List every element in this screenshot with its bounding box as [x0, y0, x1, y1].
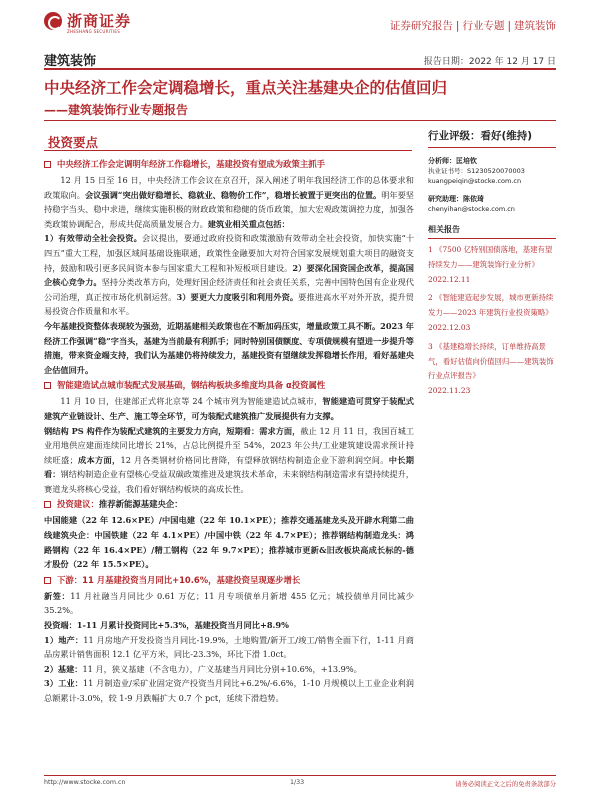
footer-url[interactable]: http://www.stocke.com.cn: [44, 779, 126, 786]
analyst-info: 分析师：匡培钦 执业证书号：S1230520070003 kuangpeiqin@stocke.com.cn 研究助理：陈依琦 chenyihan@stocke.com.cn: [428, 156, 556, 214]
logo-icon: [44, 12, 62, 30]
paragraph: 投资端：1-11 月累计投资同比+5.3%，基建投资当月同比+8.9%: [44, 620, 289, 631]
paragraph: 1）有效带动全社会投资。会议提出，要通过政府投资和政策激励有效带动全社会投资，加快实施“十四五”重大工程，加强区域间基础设施联通，政策性金融要加大对符合国家发展规划重大项目的融资支持，鼓励和吸引更多民间资本参与国家重大工程和补短板项目建设。2）要深化国资国企改革，提高国企核心竞争力。坚持分类改革方向，处理好国企经济责任和社会责任关系，完善中国特色国有企业现代公司治理，真正按市场化机制运营。3）要更大力度吸引和利用外资。要推进高水平对外开放，提升贸易投资合作质量和水平。: [44, 233, 415, 317]
page-number: 1/33: [290, 779, 305, 786]
related-report-item[interactable]: 1 《7500 亿特别国债落地，基建有望持续发力——建筑装饰行业分析》 2022.12.11: [428, 245, 553, 284]
report-date: 报告日期：2022 年 12 月 17 日: [423, 57, 556, 67]
bullet-heading: 下游：11 月基建投资当月同比+10.6%，基建投资呈现逐步增长: [44, 573, 414, 588]
breadcrumb: 证券研究报告 | 行业专题 | 建筑装饰: [389, 20, 556, 32]
sidebar: [428, 128, 556, 403]
sector-row: [44, 48, 556, 70]
page-header: [0, 0, 600, 46]
breadcrumb-item: 建筑装饰: [514, 20, 556, 32]
paragraph: 今年基建投资整体表现较为强劲，近期基建相关政策也在不断加码压实，增量政策工具不断。2023 年经济工作强调“稳”字当头，基建为当前最有利抓手；同时特别国债额度、专项债规模有望进一步提升等措施，带来资金端支持，我们认为基建仍将持续发力，基建投资有望继续发挥稳增长作用，看好基建央企估值回升。: [44, 320, 414, 375]
page-footer: [44, 775, 556, 789]
section-title: 投资要点: [48, 135, 99, 150]
breadcrumb-item: 行业专题: [462, 20, 505, 32]
square-bullet-icon: [44, 382, 51, 389]
report-subtitle: ——建筑装饰行业专题报告: [44, 103, 189, 117]
breadcrumb-item: 证券研究报告: [389, 20, 453, 32]
bullet-heading: 投资建议： 推荐新能源基建央企：: [44, 497, 414, 512]
paragraph: 11 月 10 日，住建部正式将北京等 24 个城市列为智能建造试点城市，智能建造可贯穿于装配式建筑产业链设计、生产、施工等全环节，可为装配式建筑推广发展提供有力支撑。: [44, 396, 414, 421]
square-bullet-icon: [44, 161, 51, 168]
paragraph: 1）地产：11 月房地产开发投资当月同比-19.9%，土地购置/新开工/竣工/销售全面下行，1-11 月商品房累计销售面积 12.1 亿平方米，同比-23.3%，环比下滑 1.0ct。: [44, 634, 414, 660]
section-divider: [44, 150, 412, 151]
report-title: 中央经济工作会定调稳增长，重点关注基建央企的估值回归: [44, 79, 448, 97]
paragraph: 2）基建：11 月，狭义基建（不含电力），广义基建当月同比分别+10.6%，+13.9%。: [44, 663, 362, 674]
main-content: [44, 156, 414, 706]
paragraph: 中国能建（22 年 12.6×PE）/中国电建（22 年 10.1×PE）；推荐交通基建龙头及开辟水利第二曲线建筑央企：中国铁建（22 年 4.1×PE）/中国中铁（22 年 4.7×PE）；推荐钢结构制造龙头：鸿路钢构（22 年 16.4×PE）/精工钢构（22 年 9.7×PE）；推荐城市更新&旧改板块高成长标的-德才股份（22 年 15.5×PE）。: [44, 515, 414, 570]
paragraph: 12 月 15 日至 16 日，中央经济工作会议在京召开，深入阐述了明年我国经济工作的总体要求和政策取向。会议强调“突出做好稳增长、稳就业、稳物价工作”，稳增长被置于更突出的位置。明年要坚持稳字当头、稳中求进，继续实施积极的财政政策和稳健的货币政策，加大宏观政策调控力度，加强各类政策协调配合，形成共促高质量发展合力。建筑业相关重点包括：: [44, 175, 414, 229]
related-reports-title: 相关报告: [428, 224, 556, 239]
bullet-heading: 中央经济工作会定调明年经济工作稳增长，基建投资有望成为政策主抓手: [44, 157, 414, 172]
company-logo: [44, 11, 132, 34]
sector-label: 建筑装饰: [44, 54, 97, 69]
analyst-cert: 执业证书号：S1230520070003: [428, 167, 525, 175]
paragraph: 3）工业：11 月制造业/采矿业固定资产投资当月同比+6.2%/-6.6%，1-10 月规模以上工业企业利润总额累计-3.0%，较 1-9 月跌幅扩大 0.7 个 pct，延续下滑趋势。: [44, 678, 414, 703]
square-bullet-icon: [44, 577, 51, 584]
related-reports-list: [428, 243, 556, 399]
paragraph: 钢结构 PS 构件作为装配式建筑的主要发力方向，短期看：需求方面，截止 12 月 11 日，我国百城工业用地供应建面连续同比增长 21%，占总比例提升至 54%，2023 年公共/工业建筑建设需求预计持续旺盛；成本方面，12 月各类钢材价格同比普降，有望释放钢结构制造企业下游利润空间。中长期看：钢结构制造企业有望核心受益双碳政策推进及建筑技术革命，未来钢结构制造需求有望持续提升，赛道龙头将核心受益，我们看好钢结构板块的高成长性。: [44, 425, 415, 494]
paragraph: 新签：11 月社融当月同比少 0.61 万亿；11 月专项债单月新增 455 亿元；城投债单月同比减少 35.2%。: [44, 590, 414, 616]
footer-disclaimer: 请务必阅读正文之后的免责条款部分: [455, 781, 556, 788]
related-report-item[interactable]: 2 《智能建造起步发展，城市更新持续发力——2023 年建筑行业投资策略》 2022.12.03: [428, 293, 554, 332]
logo-subtext: ZHESHANG SECURITIES: [67, 29, 121, 34]
analyst-email[interactable]: kuangpeiqin@stocke.com.cn: [428, 177, 522, 185]
logo-text: 浙商证券: [67, 11, 132, 30]
related-report-item[interactable]: 3 《基建稳增长持续，订单维持高景气，看好估值向价值回归——建筑装饰行业点评报告》 2022.11.23: [428, 341, 554, 396]
square-bullet-icon: [44, 501, 51, 508]
title-divider: [44, 120, 556, 121]
industry-rating: 行业评级：看好(维持): [428, 128, 556, 148]
bullet-heading: 智能建造试点城市装配式发展基础，钢结构板块多维度均具备 α投资属性: [44, 378, 414, 393]
assistant-email[interactable]: chenyihan@stocke.com.cn: [428, 205, 515, 213]
